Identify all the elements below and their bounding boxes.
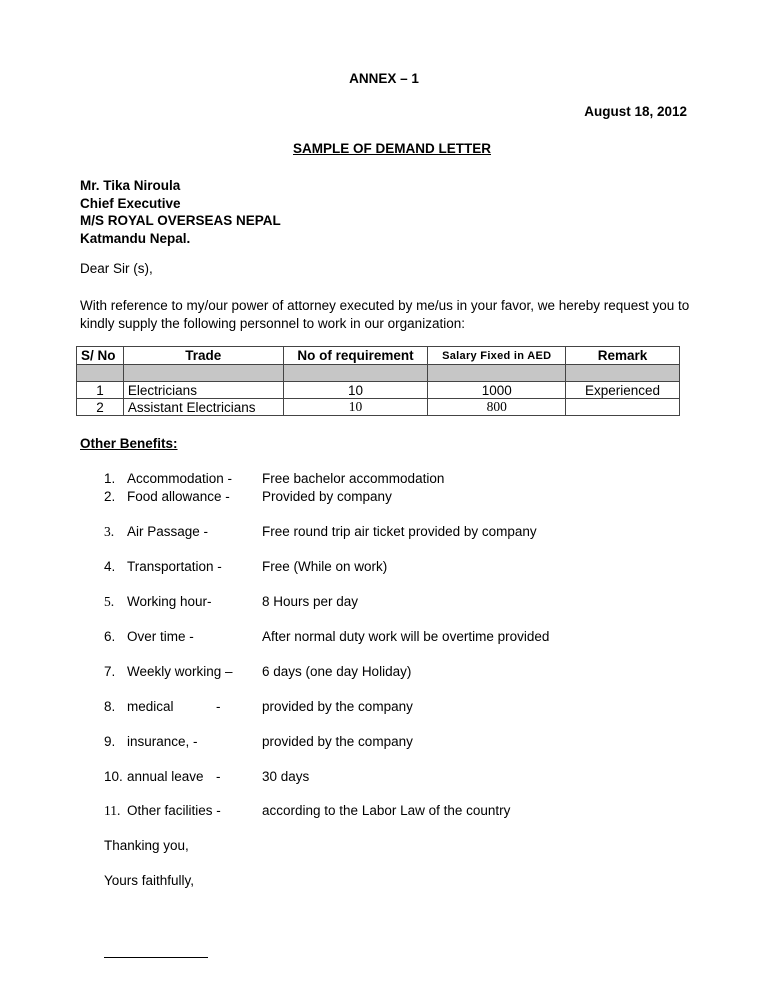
row-sno: 2: [77, 399, 124, 416]
list-item: 11. Other facilities - according to the Labor Law of the country: [104, 803, 511, 818]
list-item: 5. Working hour- 8 Hours per day: [104, 594, 359, 609]
row-remark: Experienced: [566, 382, 680, 399]
recipient-address: [80, 177, 281, 247]
document-title: SAMPLE OF DEMAND LETTER: [293, 141, 491, 156]
header-remark: Remark: [566, 347, 680, 365]
salutation: Dear Sir (s),: [80, 261, 153, 276]
row-trade: Electricians: [123, 382, 283, 399]
row-requirement: 10: [283, 382, 428, 399]
table-header-row: [77, 347, 680, 365]
row-remark: [566, 399, 680, 416]
table-row: [77, 399, 680, 416]
other-benefits-heading: Other Benefits:: [80, 436, 178, 451]
header-trade: Trade: [123, 347, 283, 365]
recipient-position: Chief Executive: [80, 195, 181, 211]
list-item: 7. Weekly working – 6 days (one day Holiday): [104, 664, 412, 679]
header-sno: S/ No: [77, 347, 124, 365]
annex-heading: ANNEX – 1: [349, 71, 419, 86]
recipient-location: Katmandu Nepal.: [80, 230, 191, 246]
list-item: 6. Over time - After normal duty work will be overtime provided: [104, 629, 550, 644]
table-row: [77, 382, 680, 399]
recipient-name: Mr. Tika Niroula: [80, 178, 181, 193]
recipient-company: M/S ROYAL OVERSEAS NEPAL: [80, 213, 281, 228]
body-paragraph: With reference to my/our power of attorney executed by me/us in your favor, we hereby request you to kindly supply the following personnel to work in our organization:: [80, 298, 690, 331]
header-salary: Salary Fixed in AED: [428, 347, 566, 365]
list-item: 3. Air Passage - Free round trip air ticket provided by company: [104, 524, 537, 539]
list-item: 1. Accommodation - Free bachelor accommodation: [104, 471, 445, 486]
list-item: 9. insurance, - provided by the company: [104, 734, 413, 749]
row-salary: 800: [428, 399, 566, 416]
table-shaded-row: [77, 365, 680, 382]
list-item: 4. Transportation - Free (While on work): [104, 559, 388, 574]
letter-date: August 18, 2012: [584, 104, 687, 119]
signature-line: [104, 957, 208, 958]
row-salary: 1000: [428, 382, 566, 399]
row-sno: 1: [77, 382, 124, 399]
row-requirement: 10: [283, 399, 428, 416]
header-requirement: No of requirement: [283, 347, 428, 365]
list-item: 10. annual leave - 30 days: [104, 769, 310, 784]
row-trade: Assistant Electricians: [123, 399, 283, 416]
closing-thanks: Thanking you,: [104, 838, 189, 853]
list-item: 8. medical - provided by the company: [104, 699, 413, 714]
list-item: 2. Food allowance - Provided by company: [104, 489, 392, 504]
closing-signoff: Yours faithfully,: [104, 873, 195, 888]
personnel-table: [76, 346, 680, 416]
